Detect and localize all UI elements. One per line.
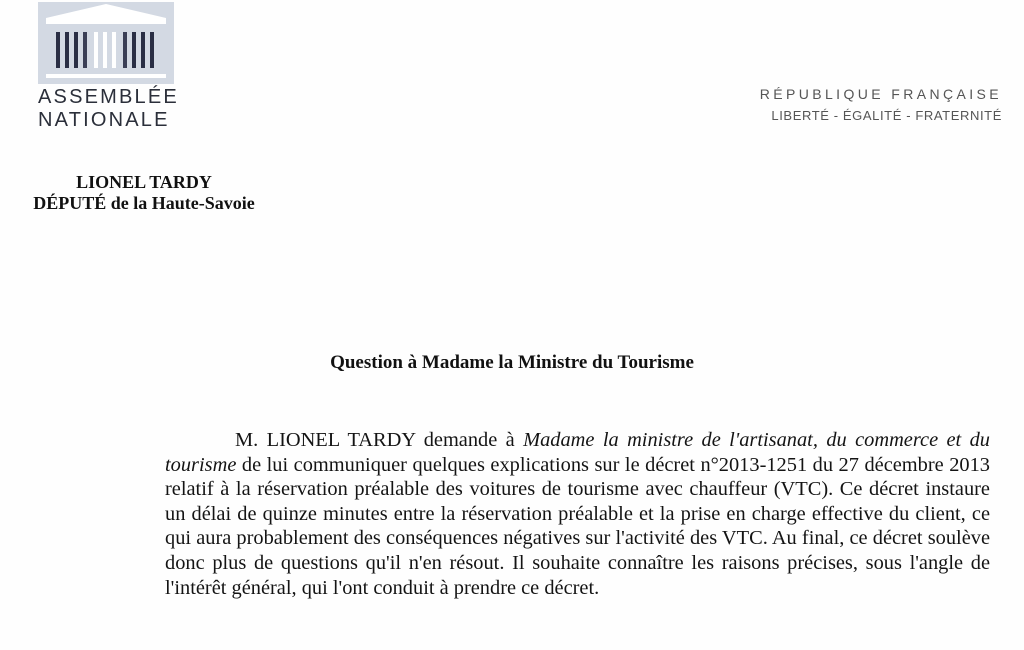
- question-body: [165, 428, 990, 600]
- republic-heading: [760, 84, 1002, 126]
- question-text: de lui communiquer quelques explications sur le décret n°2013-1251 du 27 décembre 2013 relatif à la réservation préalable des voitures de tourisme avec chauffeur (VTC). Ce décret instaure un délai de quinze minutes entre la réservation préalable et la prise en charge effective du client, ce qui aura probablement des conséquences négatives sur l'activité des VTC. Au final, ce décret soulève donc plus de questions qu'il n'en résout. Il souhaite connaître les raisons précises, sous l'angle de l'intérêt général, qui l'ont conduit à prendre ce décret.: [165, 453, 990, 599]
- republic-motto: LIBERTÉ - ÉGALITÉ - FRATERNITÉ: [771, 108, 1002, 123]
- question-title: Question à Madame la Ministre du Tourisme: [330, 352, 694, 373]
- deputy-block: [0, 172, 288, 214]
- minister-name: Madame la ministre de l'artisanat, du commerce et du tourisme: [165, 429, 990, 476]
- assemblee-nationale-logo: [38, 2, 178, 130]
- question-intro: M. LIONEL TARDY demande à: [235, 429, 524, 451]
- republic-name: RÉPUBLIQUE FRANÇAISE: [759, 86, 1002, 102]
- deputy-title: DÉPUTÉ de la Haute-Savoie: [33, 193, 255, 213]
- deputy-name: LIONEL TARDY: [76, 172, 212, 192]
- parliament-building-icon: [38, 2, 174, 84]
- logo-line-1: ASSEMBLÉE: [38, 86, 179, 108]
- logo-line-2: NATIONALE: [38, 109, 170, 131]
